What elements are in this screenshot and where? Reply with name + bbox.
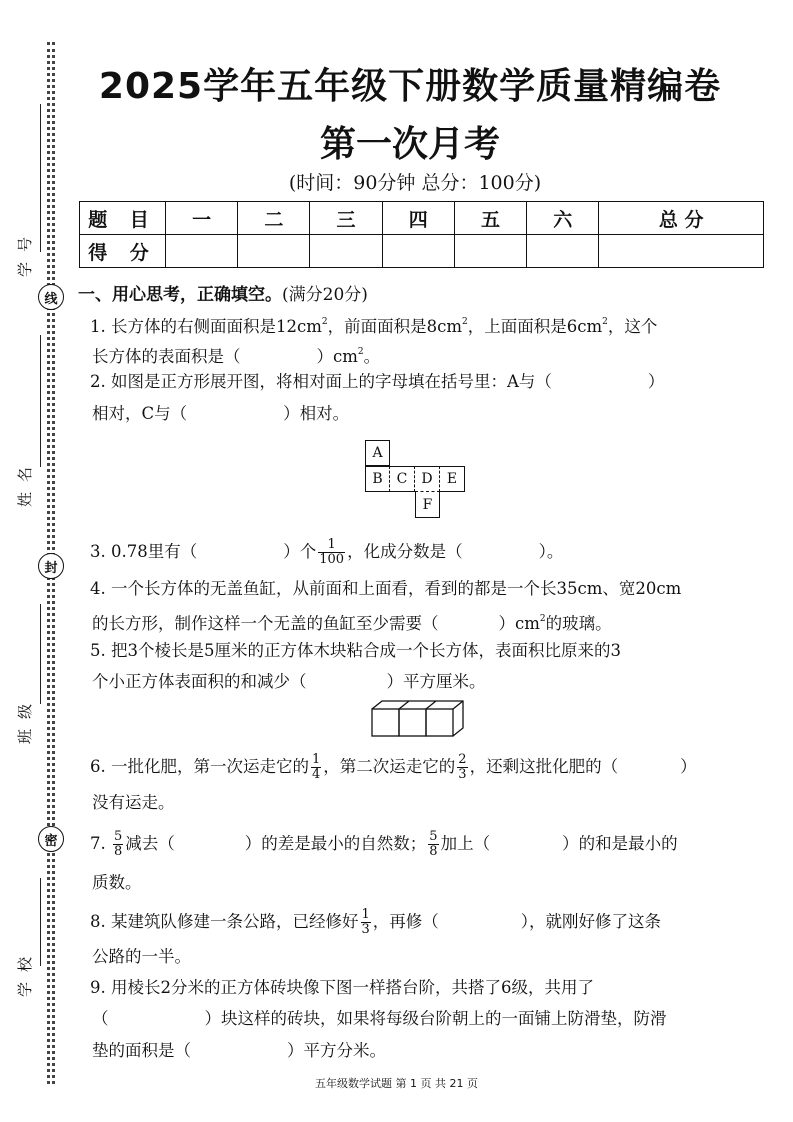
question-6-line-2: 没有运走。 [92, 793, 175, 812]
fraction: $\frac{1}{100}$ [319, 537, 345, 567]
net-face-c: C [390, 466, 415, 492]
question-5-line-1: 5. 把3个棱长是5厘米的正方体木块粘合成一个长方体，表面积比原来的3 [90, 641, 621, 660]
score-table-cell: 六 [527, 202, 599, 235]
net-face-a: A [365, 440, 390, 466]
net-face-e: E [440, 466, 465, 492]
fraction: $\frac{1}{4}$ [312, 752, 321, 782]
fraction: $\frac{5}{8}$ [114, 829, 123, 859]
score-table [79, 201, 764, 268]
name-label: 姓名 [16, 456, 34, 507]
score-entry-cell[interactable] [310, 235, 382, 268]
score-table-cell: 总 分 [599, 202, 764, 235]
three-cubes-figure [370, 699, 465, 739]
score-entry-cell[interactable] [599, 235, 764, 268]
seal-xian: 线 [38, 284, 64, 310]
net-face-b: B [365, 466, 390, 492]
question-8-line-2: 公路的一半。 [92, 947, 191, 966]
student-id-label: 学号 [16, 226, 34, 277]
page-footer: 五年级数学试题 第 1 页 共 21 页 [315, 1077, 478, 1090]
question-6-line-1: 6. 一批化肥，第一次运走它的 $\frac{1}{4}$ ，第二次运走它的 $\frac{2}{3}$ ，还剩这批化肥的（ ） [90, 752, 697, 782]
section-title: 一、用心思考，正确填空。 [78, 285, 282, 305]
student-id-blank-line [40, 104, 41, 252]
question-4-line-2: 的长方形，制作这样一个无盖的鱼缸至少需要（ ）$cm^2$的玻璃。 [92, 614, 612, 633]
section-points: (满分20分) [282, 285, 368, 305]
score-entry-cell[interactable] [238, 235, 310, 268]
score-table-header-row [80, 202, 764, 235]
class-blank-line [40, 604, 41, 704]
question-1-line-1: 1. 长方体的右侧面面积是$12cm^2$，前面面积是$8cm^2$，上面面积是$6cm^2$，这个 [90, 317, 658, 336]
seal-feng: 封 [38, 553, 64, 579]
question-9-line-2: （ ）块这样的砖块，如果将每级台阶朝上的一面铺上防滑垫，防滑 [92, 1009, 667, 1028]
score-entry-cell[interactable] [166, 235, 238, 268]
question-2-line-1: 2. 如图是正方形展开图，将相对面上的字母填在括号里：A与（ ） [90, 372, 665, 391]
score-table-cell: 题 目 [80, 202, 166, 235]
score-table-cell: 二 [238, 202, 310, 235]
class-label: 班级 [16, 693, 34, 744]
school-label: 学校 [16, 946, 34, 997]
question-7-line-1: 7. $\frac{5}{8}$ 减去（ ）的差是最小的自然数； $\frac{5}{8}$ 加上（ ）的和是最小的 [90, 829, 678, 859]
score-table-score-row [80, 235, 764, 268]
score-entry-cell[interactable] [454, 235, 526, 268]
fraction: $\frac{5}{8}$ [429, 829, 438, 859]
net-face-d: D [415, 466, 440, 492]
score-table-cell: 得 分 [80, 235, 166, 268]
question-5-line-2: 个小正方体表面积的和减少（ ）平方厘米。 [92, 672, 486, 691]
exam-subtitle: 第一次月考 [319, 124, 500, 165]
name-blank-line [40, 335, 41, 467]
question-3: 3. 0.78里有（ ）个 $\frac{1}{100}$ ，化成分数是（ ）。 [90, 537, 564, 567]
score-table-cell: 四 [382, 202, 454, 235]
score-entry-cell[interactable] [527, 235, 599, 268]
fraction: $\frac{2}{3}$ [458, 752, 467, 782]
question-7-line-2: 质数。 [92, 873, 142, 892]
school-blank-line [40, 878, 41, 966]
question-8-line-1: 8. 某建筑队修建一条公路，已经修好 $\frac{1}{3}$ ，再修（ ），就刚好修了这条 [90, 907, 662, 937]
question-9-line-3: 垫的面积是（ ）平方分米。 [92, 1041, 386, 1060]
question-1-line-2: 长方体的表面积是（ ）$cm^2$。 [92, 347, 381, 366]
section-heading [78, 280, 368, 305]
question-2-line-2: 相对，C与（ ）相对。 [92, 404, 350, 423]
seal-mi: 密 [38, 826, 64, 852]
net-face-f: F [415, 492, 440, 518]
score-table-cell: 一 [166, 202, 238, 235]
question-4-line-1: 4. 一个长方体的无盖鱼缸，从前面和上面看，看到的都是一个长35cm、宽20cm [90, 579, 682, 598]
score-table-cell: 五 [454, 202, 526, 235]
exam-meta: (时间：90分钟 总分：100分) [288, 172, 542, 194]
exam-title: 2025学年五年级下册数学质量精编卷 [98, 66, 722, 107]
fraction: $\frac{1}{3}$ [361, 907, 370, 937]
question-9-line-1: 9. 用棱长2分米的正方体砖块像下图一样搭台阶，共搭了6级，共用了 [90, 978, 594, 997]
score-table-cell: 三 [310, 202, 382, 235]
score-entry-cell[interactable] [382, 235, 454, 268]
